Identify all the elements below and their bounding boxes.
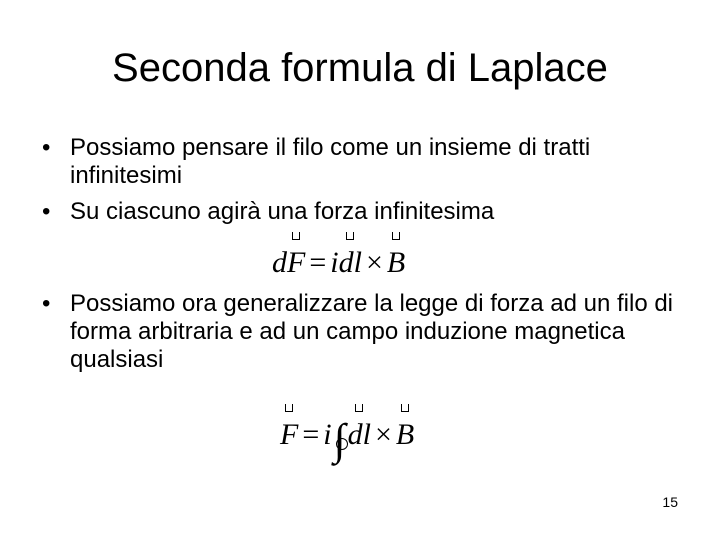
bullet-list-2 bbox=[42, 290, 692, 382]
formula-times: × bbox=[375, 418, 392, 451]
page-number: 15 bbox=[662, 494, 678, 510]
formula-equals: = bbox=[309, 246, 327, 279]
bullet-dot: • bbox=[42, 198, 51, 225]
bullet-dot: • bbox=[42, 134, 51, 161]
vector-dl bbox=[348, 418, 371, 452]
formula-i: i bbox=[330, 246, 339, 279]
contour-integral-icon bbox=[333, 415, 346, 464]
integral-ring bbox=[336, 438, 348, 450]
vector-dl-symbol: dl bbox=[347, 418, 371, 451]
vector-arrow-icon bbox=[392, 232, 400, 240]
bullet-list bbox=[42, 134, 692, 234]
vector-arrow-icon bbox=[346, 232, 354, 240]
vector-arrow-icon bbox=[285, 404, 293, 412]
formula-force-element bbox=[272, 246, 405, 280]
vector-arrow-icon bbox=[292, 232, 300, 240]
bullet-item bbox=[42, 290, 692, 374]
vector-f-symbol: F bbox=[287, 246, 306, 279]
vector-f bbox=[287, 246, 305, 280]
vector-b-symbol: B bbox=[395, 418, 415, 451]
vector-dl bbox=[339, 246, 362, 280]
formula-times: × bbox=[365, 246, 383, 279]
bullet-item bbox=[42, 198, 692, 226]
formula-laplace-integral bbox=[280, 415, 415, 464]
bullet-dot: • bbox=[42, 290, 51, 317]
bullet-text: Possiamo pensare il filo come un insieme di tratti infinitesimi bbox=[70, 134, 591, 189]
vector-arrow-icon bbox=[355, 404, 363, 412]
formula-i: i bbox=[323, 418, 332, 451]
vector-f-symbol: F bbox=[280, 418, 299, 451]
integral-symbol: ∫ bbox=[333, 415, 346, 464]
vector-b bbox=[396, 418, 414, 452]
formula-d: d bbox=[272, 246, 287, 279]
vector-b bbox=[387, 246, 405, 280]
vector-f bbox=[280, 418, 298, 452]
bullet-text: Su ciascuno agirà una forza infinitesima bbox=[70, 198, 495, 225]
vector-b-symbol: B bbox=[386, 246, 406, 279]
vector-dl-symbol: dl bbox=[338, 246, 362, 279]
bullet-text: Possiamo ora generalizzare la legge di forza ad un filo di forma arbitraria e ad un campo induzione magnetica qualsiasi bbox=[70, 290, 674, 373]
formula-equals: = bbox=[302, 418, 320, 451]
slide-title: Seconda formula di Laplace bbox=[112, 46, 608, 90]
bullet-item bbox=[42, 134, 692, 190]
vector-arrow-icon bbox=[401, 404, 409, 412]
